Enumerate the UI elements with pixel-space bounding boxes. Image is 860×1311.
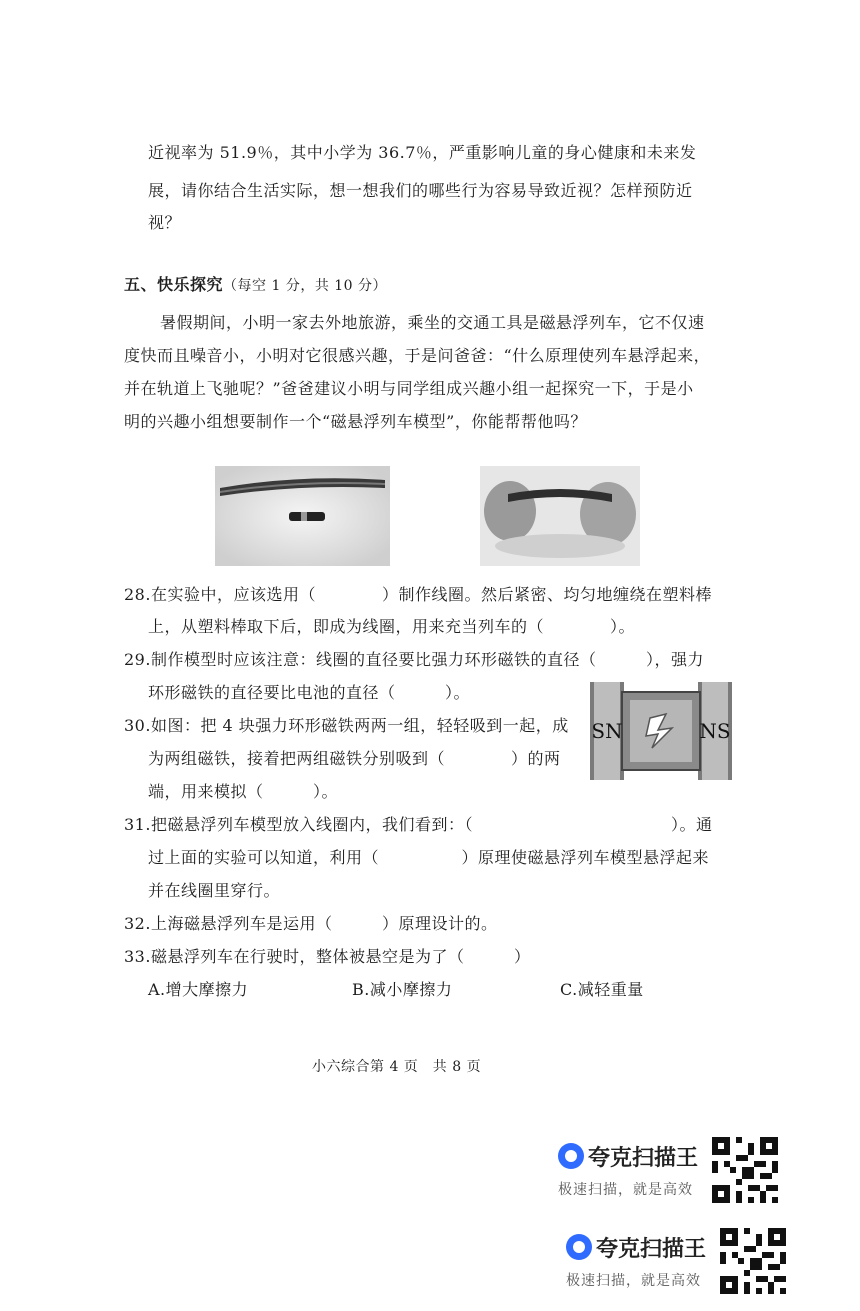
question-28-line-1: 28.在实验中，应该选用（ ）制作线圈。然后紧密、均匀地缠绕在塑料棒 bbox=[124, 585, 712, 604]
intro-line-3: 视？ bbox=[148, 213, 182, 232]
watermark-subtitle: 极速扫描，就是高效 bbox=[558, 1182, 693, 1198]
watermark-bottom bbox=[566, 1228, 796, 1298]
question-28-line-2: 上，从塑料棒取下后，即成为线圈，用来充当列车的（ ）。 bbox=[148, 617, 636, 636]
page-footer: 小六综合第 4 页 共 8 页 bbox=[312, 1059, 482, 1075]
qr-code-icon bbox=[712, 1137, 778, 1203]
coil-photo bbox=[215, 466, 390, 566]
watermark-subtitle: 极速扫描，就是高效 bbox=[566, 1273, 701, 1289]
passage-line-3: 并在轨道上飞驰呢？”爸爸建议小明与同学组成兴趣小组一起探究一下，于是小 bbox=[124, 379, 694, 398]
question-31-line-2: 过上面的实验可以知道，利用（ ）原理使磁悬浮列车模型悬浮起来 bbox=[148, 848, 710, 867]
option-b: B.减小摩擦力 bbox=[352, 980, 453, 999]
question-30-line-1: 30.如图：把 4 块强力环形磁铁两两一组，轻轻吸到一起，成 bbox=[124, 716, 569, 735]
intro-line-1: 近视率为 51.9％，其中小学为 36.7％，严重影响儿童的身心健康和未来发 bbox=[148, 143, 697, 162]
option-a: A.增大摩擦力 bbox=[148, 980, 249, 999]
passage-line-1: 暑假期间，小明一家去外地旅游，乘坐的交通工具是磁悬浮列车，它不仅速 bbox=[160, 313, 705, 332]
question-31-line-3: 并在线圈里穿行。 bbox=[148, 881, 281, 900]
question-29-line-2: 环形磁铁的直径要比电池的直径（ ）。 bbox=[148, 683, 471, 702]
question-29-line-1: 29.制作模型时应该注意：线圈的直径要比强力环形磁铁的直径（ ），强力 bbox=[124, 650, 704, 669]
section-heading bbox=[124, 272, 387, 295]
section-points: （每空 1 分，共 10 分） bbox=[223, 278, 388, 294]
watermark-top bbox=[558, 1137, 788, 1207]
passage-line-4: 明的兴趣小组想要制作一个“磁悬浮列车模型”，你能帮帮他吗？ bbox=[124, 412, 587, 431]
scanner-logo-icon bbox=[566, 1234, 592, 1260]
question-31-line-1: 31.把磁悬浮列车模型放入线圈内，我们看到：（ ）。通 bbox=[124, 815, 713, 834]
question-30-line-3: 端，用来模拟（ ）。 bbox=[148, 782, 339, 801]
scanner-logo-icon bbox=[558, 1143, 584, 1169]
magnet-left-label: SN bbox=[591, 719, 623, 743]
option-c: C.减轻重量 bbox=[560, 980, 644, 999]
section-title: 五、快乐探究 bbox=[124, 275, 224, 294]
magnet-right-label: NS bbox=[699, 719, 731, 743]
passage-line-2: 度快而且噪音小，小明对它很感兴趣，于是问爸爸：“什么原理使列车悬浮起来， bbox=[124, 346, 711, 365]
watermark-title: 夸克扫描王 bbox=[596, 1237, 707, 1262]
hands-photo bbox=[480, 466, 640, 566]
magnet-battery-figure bbox=[590, 682, 732, 782]
qr-code-icon bbox=[720, 1228, 786, 1294]
watermark-title: 夸克扫描王 bbox=[588, 1146, 699, 1171]
question-30-line-2: 为两组磁铁，接着把两组磁铁分别吸到（ ）的两 bbox=[148, 749, 561, 768]
intro-line-2: 展，请你结合生活实际，想一想我们的哪些行为容易导致近视？怎样预防近 bbox=[148, 181, 693, 200]
question-33: 33.磁悬浮列车在行驶时，整体被悬空是为了（ ） bbox=[124, 947, 531, 966]
question-32: 32.上海磁悬浮列车是运用（ ）原理设计的。 bbox=[124, 914, 498, 933]
